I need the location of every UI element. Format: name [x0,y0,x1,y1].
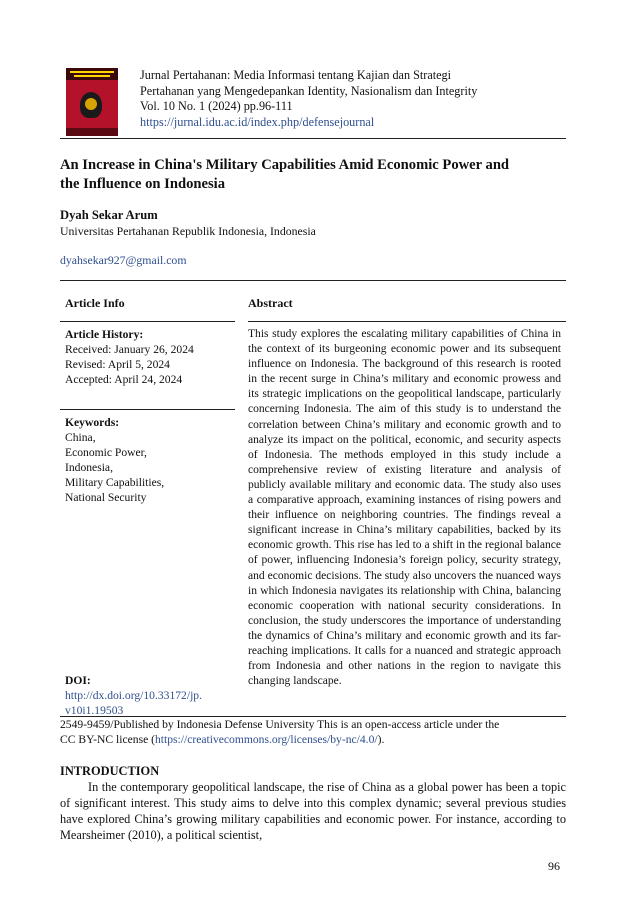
abstract-header: Abstract [248,296,293,310]
history-divider [60,409,235,410]
journal-header [140,68,560,130]
table-top-rule [60,280,566,281]
doi-block [65,673,235,718]
author-affiliation: Universitas Pertahanan Republik Indonesia, Indonesia [60,224,316,238]
keywords-label: Keywords: [65,416,120,429]
header-divider [60,138,566,139]
license-statement [60,717,570,747]
journal-volume: Vol. 10 No. 1 (2024) pp.96-111 [140,99,293,113]
introduction-heading: INTRODUCTION [60,764,160,778]
journal-name-line2: Pertahanan yang Mengedepankan Identity, Nasionalism dan Integrity [140,83,478,98]
doi-link-line1[interactable]: http://dx.doi.org/10.33172/jp. [65,689,202,702]
article-history [65,327,235,387]
journal-cover-image [66,68,118,136]
keyword-item: China, [65,431,96,444]
article-title-line2: the Influence on Indonesia [60,176,226,192]
license-prefix: CC BY-NC license ( [60,733,155,747]
abstract-text: This study explores the escalating military capabilities of China in the context of its burgeoning economic power and its subsequent influence on Indonesia. The background of this research is rooted in the recent surge in China’s military and economic prowess and its strategic implications on the geopolitical landscape, particularly concerning Indonesia. The aim of this study is to understand the correlation between China’s military and economic growth and to analyze its impact on the political, economic, and security aspects of Indonesia. The methods employed in this study include a comprehensive review of existing literature and analysis of publicly available military and economic data. The study also uses a comparative approach, examining instances of rising powers and their influence on neighboring countries. The findings reveal a significant increase in China’s military capabilities, backed by its economic growth. This rise has led to a shift in the regional balance of power, influencing Indonesia’s foreign policy, security strategy, and economic decisions. The study also uncovers the nuanced ways in which Indonesia navigates its relationship with China, balancing economic cooperation with national security considerations. In conclusion, the study underscores the importance of understanding the dynamics of China’s military and economic growth and its far-reaching implications. It calls for a nuanced and strategic approach from Indonesia and other nations in the region to navigate this changing landscape. [248,328,561,688]
license-link[interactable]: https://creativecommons.org/licenses/by-nc/4.0/ [155,733,378,747]
introduction-paragraph: In the contemporary geopolitical landscape, the rise of China as a global power has been a topic of significant interest. This study aims to delve into this complex dynamic; several previous studies have explored China’s growing military capabilities and economic power. For instance, according to Mearsheimer (2010), a political scientist, [60,780,566,842]
article-info-header: Article Info [65,296,125,310]
keywords-block [65,415,235,505]
article-title [60,156,572,194]
page-number: 96 [548,859,560,873]
license-line1: 2549-9459/Published by Indonesia Defense University This is an open-access article under the [60,718,500,731]
accepted-date: Accepted: April 24, 2024 [65,373,183,386]
article-title-line1: An Increase in China's Military Capabilities Amid Economic Power and [60,157,510,173]
keyword-item: Military Capabilities, [65,476,165,489]
abstract-header-rule [248,321,566,322]
introduction-body [60,779,566,843]
keyword-item: Economic Power, [65,446,147,459]
info-header-rule [60,321,235,322]
journal-name-line1: Jurnal Pertahanan: Media Informasi tentang Kajian dan Strategi [140,68,452,82]
doi-label: DOI: [65,674,91,687]
keyword-item: National Security [65,491,147,504]
journal-url-link[interactable]: https://jurnal.idu.ac.id/index.php/defensejournal [140,114,375,129]
author-email-link[interactable]: dyahsekar927@gmail.com [60,253,187,267]
keyword-item: Indonesia, [65,461,113,474]
author-name: Dyah Sekar Arum [60,208,158,222]
revised-date: Revised: April 5, 2024 [65,358,170,371]
license-suffix: ). [377,733,385,747]
history-label: Article History: [65,328,144,341]
doi-link-line2[interactable]: v10i1.19503 [65,704,124,717]
received-date: Received: January 26, 2024 [65,343,194,356]
